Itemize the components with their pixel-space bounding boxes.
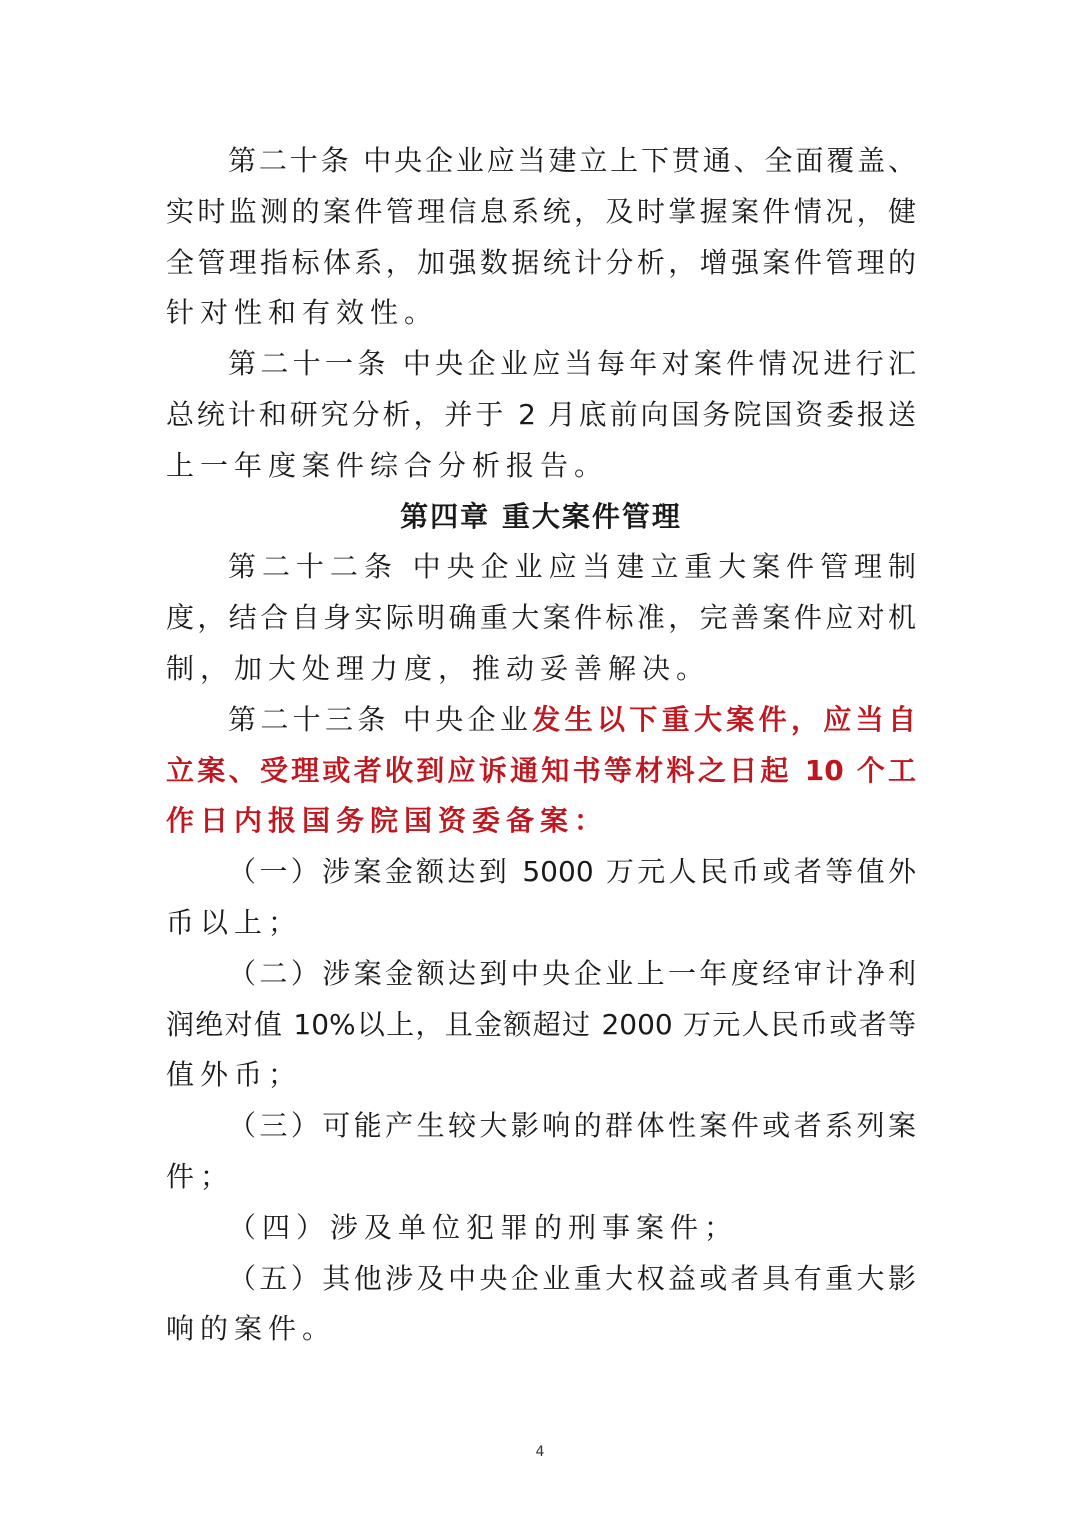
document-body <box>166 136 916 1355</box>
article-22-line-1: 第二十二条 中央企业应当建立重大案件管理制 <box>228 550 916 584</box>
article-20-line-3: 全管理指标体系，加强数据统计分析，增强案件管理的 <box>166 245 916 279</box>
article-20-line-4: 针对性和有效性。 <box>166 296 439 330</box>
item-2-line-3: 值外币； <box>166 1058 303 1092</box>
article-21-line-1: 第二十一条 中央企业应当每年对案件情况进行汇 <box>228 347 916 381</box>
item-4-line-1: （四）涉及单位犯罪的刑事案件； <box>228 1210 739 1244</box>
article-23-line-1 <box>166 695 916 746</box>
article-23-highlight-1: 发生以下重大案件，应当自 <box>532 702 916 736</box>
item-1-line-2: 币以上； <box>166 905 303 939</box>
article-23-highlight-3: 作日内报国务院国资委备案： <box>166 804 609 838</box>
article-23-highlight-2: 立案、受理或者收到应诉通知书等材料之日起 10 个工 <box>166 753 916 787</box>
article-22-line-3: 制，加大处理力度，推动妥善解决。 <box>166 651 711 685</box>
item-3-line-1: （三）可能产生较大影响的群体性案件或者系列案 <box>228 1109 916 1143</box>
chapter-4-heading: 第四章 重大案件管理 <box>400 499 682 533</box>
article-21-line-2: 总统计和研究分析，并于 2 月底前向国务院国资委报送 <box>166 397 916 431</box>
article-20-line-2: 实时监测的案件管理信息系统，及时掌握案件情况，健 <box>166 194 916 228</box>
article-22-line-2: 度，结合自身实际明确重大案件标准，完善案件应对机 <box>166 601 916 635</box>
page-number: 4 <box>535 1444 545 1460</box>
item-3-line-2: 件； <box>166 1159 235 1193</box>
item-1-line-1: （一）涉案金额达到 5000 万元人民币或者等值外 <box>228 855 916 889</box>
item-2-line-1: （二）涉案金额达到中央企业上一年度经审计净利 <box>228 956 916 990</box>
item-5-line-2: 响的案件。 <box>166 1312 337 1346</box>
item-2-line-2: 润绝对值 10%以上，且金额超过 2000 万元人民币或者等 <box>166 1007 916 1041</box>
item-5-line-1: （五）其他涉及中央企业重大权益或者具有重大影 <box>228 1261 916 1295</box>
article-20-line-1: 第二十条 中央企业应当建立上下贯通、全面覆盖、 <box>228 144 916 177</box>
article-21-line-3: 上一年度案件综合分析报告。 <box>166 448 609 482</box>
article-23-intro: 第二十三条 中央企业 <box>228 702 533 736</box>
